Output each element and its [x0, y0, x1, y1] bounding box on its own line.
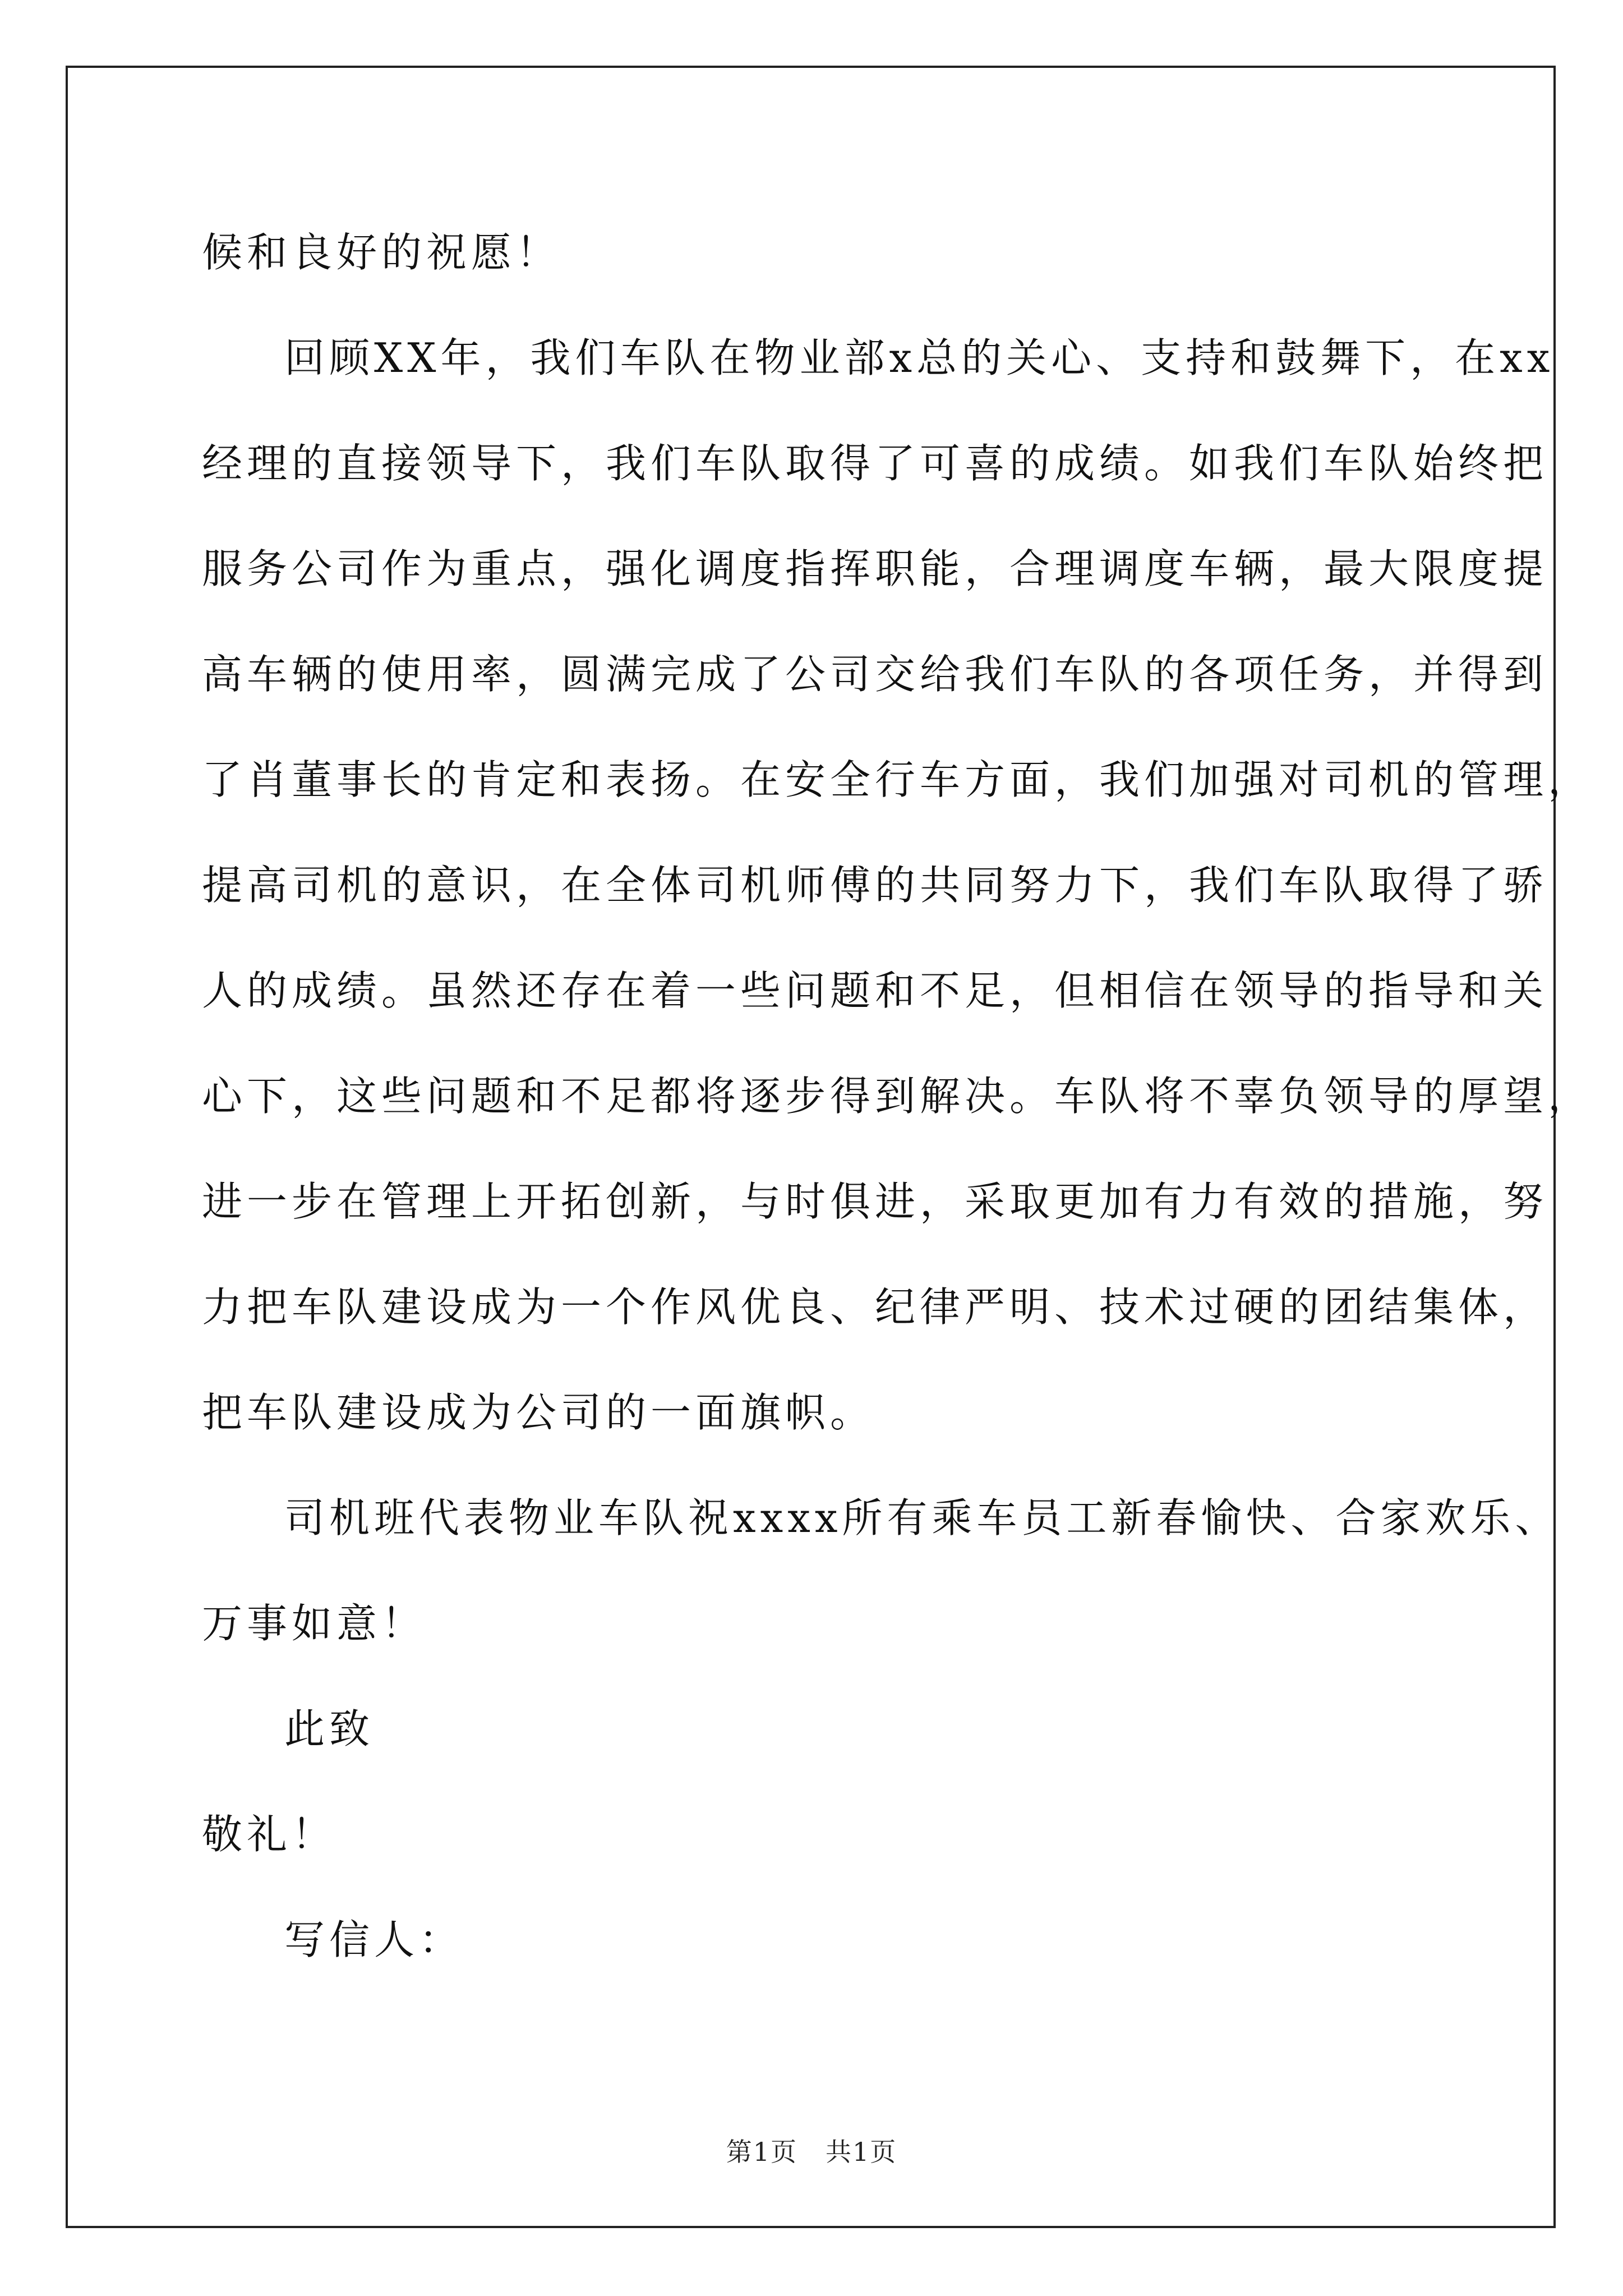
signature-label: 写信人：: [284, 1916, 464, 1963]
text-line: 司机班代表物业车队祝xxxx所有乘车员工新春愉快、合家欢乐、: [284, 1494, 1560, 1542]
text-line: 提高司机的意识，在全体司机师傅的共同努力下，我们车队取得了骄: [202, 862, 1548, 909]
page-number: 第1页: [726, 2137, 797, 2167]
text-line: 高车辆的使用率，圆满完成了公司交给我们车队的各项任务，并得到: [202, 651, 1548, 698]
page-total: 共1页: [826, 2137, 897, 2167]
text-line: 服务公司作为重点，强化调度指挥职能，合理调度车辆，最大限度提: [202, 545, 1548, 592]
text-line: 了肖董事长的肯定和表扬。在安全行车方面，我们加强对司机的管理，: [202, 756, 1593, 803]
text-line: 人的成绩。虽然还存在着一些问题和不足，但相信在领导的指导和关: [202, 967, 1548, 1014]
text-line: 万事如意！: [202, 1600, 427, 1647]
closing-salutation: 此致: [284, 1705, 375, 1752]
text-line: 把车队建设成为公司的一面旗帜。: [202, 1389, 875, 1436]
text-line: 进一步在管理上开拓创新，与时俱进，采取更加有力有效的措施，努: [202, 1178, 1548, 1225]
letter-body: [202, 200, 1593, 1993]
text-line: 经理的直接领导下，我们车队取得了可喜的成绩。如我们车队始终把: [202, 440, 1548, 487]
text-line: 候和良好的祝愿！: [202, 229, 561, 276]
page-footer: [0, 2132, 1623, 2169]
closing-regards: 敬礼！: [202, 1811, 337, 1858]
text-line: 心下，这些问题和不足都将逐步得到解决。车队将不辜负领导的厚望，: [202, 1073, 1593, 1120]
text-line: 力把车队建设成为一个作风优良、纪律严明、技术过硬的团结集体，: [202, 1283, 1548, 1331]
text-line: 回顾XX年，我们车队在物业部x总的关心、支持和鼓舞下，在xx: [284, 334, 1555, 381]
